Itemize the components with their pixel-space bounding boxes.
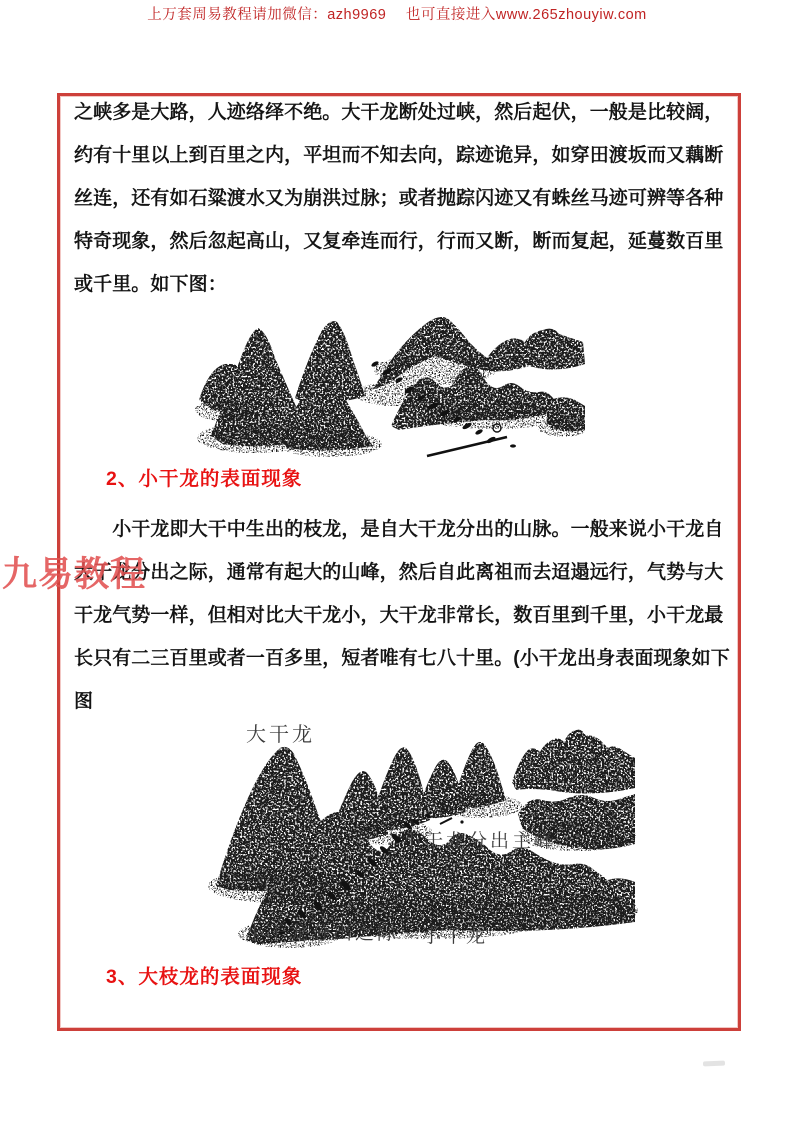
figure2-label-daganlong: 大干龙 — [246, 724, 315, 746]
text-line: 丝连，还有如石粱渡水又为崩洪过脉；或者抛踪闪迹又有蛛丝马迹可辨等各种 — [74, 188, 724, 209]
section-heading-3: 3、大枝龙的表面现象 — [106, 966, 303, 988]
text-line: 小干龙即大干中生出的枝龙，是自大干龙分出的山脉。一般来说小干龙自 — [74, 519, 724, 540]
text-line: 图 — [74, 691, 94, 712]
figure2-label-fenchu-zhufeng: 小干龙分出主峰 — [402, 831, 557, 852]
text-line: 长只有二三百里或者一百多里，短者唯有七八十里。(小干龙出身表面现象如下 — [74, 648, 730, 669]
text-line: 或千里。如下图： — [74, 274, 227, 295]
content-frame — [57, 93, 741, 1031]
text-line: 之峡多是大路，人迹络绎不绝。大干龙断处过峡，然后起伏，一般是比较阔， — [74, 102, 724, 123]
figure2-label-xiaoganlong: 小干龙 — [422, 926, 489, 947]
section-heading-2: 2、小干龙的表面现象 — [106, 468, 303, 490]
watermark-jiuyi-jiaocheng: 九易教程 — [2, 555, 147, 594]
figure-1-mountain-illustration — [195, 298, 585, 468]
text-line: 约有十里以上到百里之内，平坦而不知去向，踪迹诡异，如穿田渡坂而又藕断 — [74, 145, 724, 166]
text-line: 特奇现象，然后忽起高山，又复牵连而行，行而又断，断而复起，延蔓数百里 — [74, 231, 724, 252]
text-line: 干龙气势一样，但相对比大干龙小，大干龙非常长，数百里到千里，小干龙最 — [74, 605, 724, 626]
site-header-text: 上万套周易教程请加微信：azh9969 也可直接进入www.265zhouyiw.com — [147, 7, 647, 23]
faint-page-mark — [703, 1061, 725, 1067]
mountain-ink-drawing-icon — [195, 298, 585, 468]
text-line: 大干龙分出之际，通常有起大的山峰，然后自此离祖而去迢遢远行，气势与大 — [74, 562, 724, 583]
figure2-label-fenchu-zhiji: 小干龙分出之际 — [245, 923, 400, 944]
figure-2-mountain-illustration — [190, 718, 638, 956]
